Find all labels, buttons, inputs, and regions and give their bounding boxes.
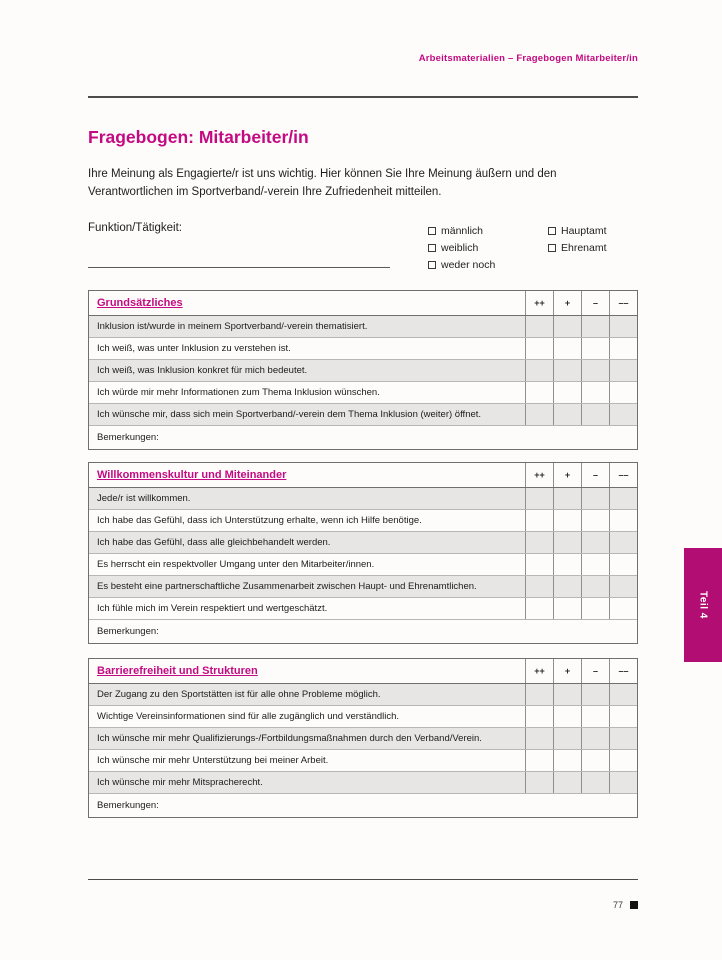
rating-cell[interactable] xyxy=(609,382,637,403)
checkbox-label: weder noch xyxy=(441,258,496,271)
statement-text: Ich wünsche mir mehr Unterstützung bei meiner Arbeit. xyxy=(97,755,329,766)
statement-text: Es besteht eine partnerschaftliche Zusammenarbeit zwischen Haupt- und Ehrenamtlichen. xyxy=(97,581,477,592)
rating-cell[interactable] xyxy=(525,338,553,359)
rating-cell[interactable] xyxy=(609,576,637,597)
rating-scale-header: ++ xyxy=(525,463,553,487)
checkbox[interactable] xyxy=(548,244,556,252)
statement-text: Ich fühle mich im Verein respektiert und wertgeschätzt. xyxy=(97,603,328,614)
rating-cell[interactable] xyxy=(525,706,553,727)
role-checkbox-group xyxy=(548,222,607,256)
statement-row xyxy=(89,684,637,706)
statement-row xyxy=(89,338,637,360)
rating-cell[interactable] xyxy=(553,510,581,531)
rating-cell[interactable] xyxy=(553,532,581,553)
checkbox[interactable] xyxy=(428,244,436,252)
running-header: Arbeitsmaterialien – Fragebogen Mitarbeiter/in xyxy=(418,53,638,64)
rating-scale-header: + xyxy=(553,659,581,683)
intro-text: Ihre Meinung als Engagierte/r ist uns wichtig. Hier können Sie Ihre Meinung äußern und den Verantwortlichen im Sportverband/-verein Ihre Zufriedenheit mitteilen. xyxy=(88,168,557,198)
statement-row xyxy=(89,750,637,772)
statement-text: Es herrscht ein respektvoller Umgang unter den Mitarbeiter/innen. xyxy=(97,559,375,570)
checkbox-option xyxy=(548,239,607,256)
rating-cell[interactable] xyxy=(525,554,553,575)
rating-cell[interactable] xyxy=(525,488,553,509)
checkbox-label: männlich xyxy=(441,224,484,237)
rating-cell[interactable] xyxy=(525,404,553,425)
table-grundsaetzliches xyxy=(88,290,638,450)
table-header-row xyxy=(89,659,637,684)
rating-cell[interactable] xyxy=(525,510,553,531)
rating-cell[interactable] xyxy=(581,338,609,359)
rating-cell[interactable] xyxy=(553,554,581,575)
remarks-label: Bemerkungen: xyxy=(97,800,159,811)
table-barrierefreiheit xyxy=(88,658,638,818)
rating-scale-header: –– xyxy=(609,463,637,487)
checkbox[interactable] xyxy=(428,227,436,235)
rating-cell[interactable] xyxy=(581,684,609,705)
section-tab-label: Teil 4 xyxy=(697,591,709,619)
rating-cell[interactable] xyxy=(581,510,609,531)
rating-scale-header: – xyxy=(581,659,609,683)
statement-text: Jede/r ist willkommen. xyxy=(97,493,191,504)
rating-cell[interactable] xyxy=(581,772,609,793)
rating-cell[interactable] xyxy=(581,532,609,553)
rating-cell[interactable] xyxy=(553,684,581,705)
rating-cell[interactable] xyxy=(553,772,581,793)
statement-text: Inklusion ist/wurde in meinem Sportverband/-verein thematisiert. xyxy=(97,321,368,332)
remarks-row[interactable] xyxy=(89,426,637,449)
table-willkommenskultur xyxy=(88,462,638,644)
rating-cell[interactable] xyxy=(553,576,581,597)
rating-cell[interactable] xyxy=(525,772,553,793)
rating-cell[interactable] xyxy=(581,382,609,403)
statement-row xyxy=(89,510,637,532)
statement-row xyxy=(89,706,637,728)
rating-cell[interactable] xyxy=(609,684,637,705)
rating-scale-header: –– xyxy=(609,659,637,683)
rating-cell[interactable] xyxy=(581,706,609,727)
statement-row xyxy=(89,554,637,576)
statement-row xyxy=(89,360,637,382)
table-title: Willkommenskultur und Miteinander xyxy=(97,469,287,481)
statement-text: Ich würde mir mehr Informationen zum Thema Inklusion wünschen. xyxy=(97,387,380,398)
statement-text: Ich wünsche mir mehr Mitspracherecht. xyxy=(97,777,263,788)
rating-cell[interactable] xyxy=(525,576,553,597)
rating-cell[interactable] xyxy=(581,488,609,509)
statement-row xyxy=(89,382,637,404)
rating-scale-header: – xyxy=(581,463,609,487)
statement-text: Wichtige Vereinsinformationen sind für alle zugänglich und verständlich. xyxy=(97,711,400,722)
rating-cell[interactable] xyxy=(553,360,581,381)
gender-checkbox-group xyxy=(428,222,495,273)
rating-cell[interactable] xyxy=(581,554,609,575)
statement-text: Der Zugang zu den Sportstätten ist für alle ohne Probleme möglich. xyxy=(97,689,381,700)
rating-cell[interactable] xyxy=(553,404,581,425)
table-title: Barrierefreiheit und Strukturen xyxy=(97,665,258,677)
function-input-line[interactable] xyxy=(88,248,390,268)
statement-text: Ich wünsche mir, dass sich mein Sportverband/-verein dem Thema Inklusion (weiter) öffnet. xyxy=(97,409,482,420)
rating-scale-header: –– xyxy=(609,291,637,315)
rating-cell[interactable] xyxy=(609,598,637,619)
rating-cell[interactable] xyxy=(553,382,581,403)
rating-cell[interactable] xyxy=(525,382,553,403)
rating-cell[interactable] xyxy=(525,684,553,705)
statement-text: Ich wünsche mir mehr Qualifizierungs-/Fortbildungsmaßnahmen durch den Verband/Verein. xyxy=(97,733,482,744)
rating-cell[interactable] xyxy=(581,576,609,597)
remarks-label: Bemerkungen: xyxy=(97,432,159,443)
rating-cell[interactable] xyxy=(609,728,637,749)
statement-row xyxy=(89,532,637,554)
rating-cell[interactable] xyxy=(609,554,637,575)
rating-cell[interactable] xyxy=(609,772,637,793)
statement-row xyxy=(89,772,637,794)
rating-scale-header: + xyxy=(553,463,581,487)
rating-cell[interactable] xyxy=(581,750,609,771)
statement-row xyxy=(89,316,637,338)
statement-row xyxy=(89,728,637,750)
rating-cell[interactable] xyxy=(609,404,637,425)
checkbox-option xyxy=(548,222,607,239)
page-marker-square xyxy=(630,901,638,909)
rating-cell[interactable] xyxy=(525,532,553,553)
rating-scale-header: – xyxy=(581,291,609,315)
remarks-row[interactable] xyxy=(89,620,637,643)
footer-rule xyxy=(88,879,638,880)
section-tab xyxy=(684,548,722,662)
statement-text: Ich weiß, was Inklusion konkret für mich bedeutet. xyxy=(97,365,308,376)
header-rule xyxy=(88,96,638,98)
statement-text: Ich weiß, was unter Inklusion zu verstehen ist. xyxy=(97,343,291,354)
rating-scale-header: + xyxy=(553,291,581,315)
rating-cell[interactable] xyxy=(581,404,609,425)
statement-row xyxy=(89,488,637,510)
page-title: Fragebogen: Mitarbeiter/in xyxy=(88,127,309,147)
checkbox-label: weiblich xyxy=(441,241,479,254)
table-header-row xyxy=(89,463,637,488)
rating-cell[interactable] xyxy=(581,728,609,749)
rating-cell[interactable] xyxy=(609,750,637,771)
rating-cell[interactable] xyxy=(525,598,553,619)
checkbox[interactable] xyxy=(428,261,436,269)
statement-row xyxy=(89,404,637,426)
rating-scale-header: ++ xyxy=(525,659,553,683)
rating-cell[interactable] xyxy=(553,316,581,337)
statement-row xyxy=(89,598,637,620)
rating-cell[interactable] xyxy=(581,598,609,619)
table-header-row xyxy=(89,291,637,316)
rating-cell[interactable] xyxy=(525,316,553,337)
rating-cell[interactable] xyxy=(609,488,637,509)
rating-cell[interactable] xyxy=(553,728,581,749)
page-number: 77 xyxy=(612,900,623,910)
statement-text: Ich habe das Gefühl, dass alle gleichbehandelt werden. xyxy=(97,537,331,548)
rating-cell[interactable] xyxy=(609,510,637,531)
rating-cell[interactable] xyxy=(525,728,553,749)
rating-cell[interactable] xyxy=(553,338,581,359)
statement-row xyxy=(89,576,637,598)
remarks-row[interactable] xyxy=(89,794,637,817)
rating-cell[interactable] xyxy=(609,532,637,553)
rating-cell[interactable] xyxy=(581,316,609,337)
rating-cell[interactable] xyxy=(553,598,581,619)
checkbox-option xyxy=(428,222,495,239)
checkbox[interactable] xyxy=(548,227,556,235)
table-title: Grundsätzliches xyxy=(97,297,183,309)
checkbox-label: Ehrenamt xyxy=(561,241,607,254)
rating-cell[interactable] xyxy=(609,316,637,337)
rating-cell[interactable] xyxy=(553,488,581,509)
rating-cell[interactable] xyxy=(581,360,609,381)
function-field-label: Funktion/Tätigkeit: xyxy=(88,222,182,234)
checkbox-option xyxy=(428,256,495,273)
rating-cell[interactable] xyxy=(525,750,553,771)
checkbox-label: Hauptamt xyxy=(561,224,607,237)
rating-cell[interactable] xyxy=(525,360,553,381)
rating-cell[interactable] xyxy=(609,706,637,727)
rating-cell[interactable] xyxy=(553,750,581,771)
rating-cell[interactable] xyxy=(553,706,581,727)
footer xyxy=(613,900,638,910)
rating-scale-header: ++ xyxy=(525,291,553,315)
remarks-label: Bemerkungen: xyxy=(97,626,159,637)
rating-cell[interactable] xyxy=(609,338,637,359)
checkbox-option xyxy=(428,239,495,256)
statement-text: Ich habe das Gefühl, dass ich Unterstützung erhalte, wenn ich Hilfe benötige. xyxy=(97,515,422,526)
rating-cell[interactable] xyxy=(609,360,637,381)
